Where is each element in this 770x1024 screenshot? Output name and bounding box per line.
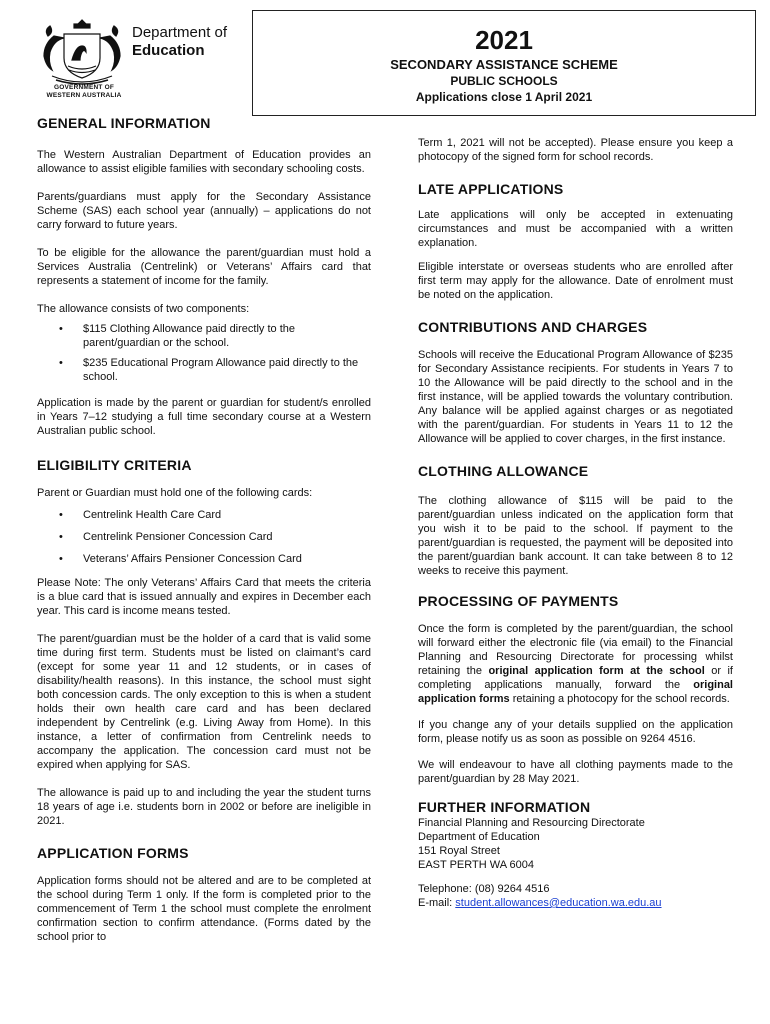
address-line: Department of Education [418, 831, 540, 843]
email-label: E-mail: [418, 897, 456, 909]
application-forms-heading: APPLICATION FORMS [37, 845, 189, 861]
late-paragraph-2: Eligible interstate or overseas students who are enrolled after first term may apply for the allowance. Date of enrolment must be noted on the application. [418, 261, 733, 301]
processing-text-e: retaining a photocopy for the school records. [509, 693, 730, 705]
scheme-title: SECONDARY ASSISTANCE SCHEME [390, 57, 618, 72]
left-column [37, 114, 371, 944]
list-item: • Centrelink Pensioner Concession Card [37, 530, 371, 544]
government-label-line1: GOVERNMENT OF [53, 84, 115, 91]
title-box [252, 10, 756, 116]
list-item: • Centrelink Health Care Card [37, 508, 371, 522]
general-paragraph-4: The allowance consists of two components: [37, 303, 250, 315]
email-row [418, 896, 733, 910]
address-line: 151 Royal Street [418, 845, 500, 857]
processing-bold-b: original application form at the school [488, 665, 705, 677]
scheme-subtitle: PUBLIC SCHOOLS [450, 74, 558, 88]
processing-paragraph-3: We will endeavour to have all clothing payments made to the parent/guardian by 28 May 2021. [418, 759, 733, 785]
right-column [418, 136, 733, 910]
processing-bold-d: original application forms [418, 679, 733, 705]
processing-paragraph-1 [418, 622, 733, 706]
general-paragraph-1: The Western Australian Department of Education provides an allowance to assist eligible families with secondary schooling costs. [37, 149, 371, 175]
clothing-paragraph: The clothing allowance of $115 will be paid to the parent/guardian unless indicated on the application form that you wish it to be paid to the school. If payment to the parent/guardian is requested, the payment will be deposited into the parent/guardian bank account. It can take between 8 to 12 weeks to receive this payment. [418, 495, 733, 577]
general-paragraph-3: To be eligible for the allowance the parent/guardian must hold a Services Australia (Centrelink) or Veterans’ Affairs card that represents a statement of income for the family. [37, 247, 371, 287]
general-information-heading: GENERAL INFORMATION [37, 115, 211, 131]
contributions-heading: CONTRIBUTIONS AND CHARGES [418, 319, 648, 335]
list-item: • $235 Educational Program Allowance paid directly to the school. [37, 356, 371, 384]
late-applications-heading: LATE APPLICATIONS [418, 181, 564, 197]
forms-paragraph-1: Application forms should not be altered and are to be completed at the school during Term 1 only. If the form is completed prior to the commencement of Term 1 the school must complete the enrolment confirmation section to confirm attendance. (Forms dated by the school prior to [37, 875, 371, 943]
government-label-line2: WESTERN AUSTRALIA [46, 92, 122, 99]
list-item: • Veterans’ Affairs Pensioner Concession Card [37, 552, 371, 566]
list-item: • $115 Clothing Allowance paid directly to the parent/guardian or the school. [37, 322, 371, 350]
department-logo [36, 14, 246, 104]
general-paragraph-5: Application is made by the parent or guardian for student/s enrolled in Years 7–12 studying a full time secondary course at a Western Australian public school. [37, 397, 371, 437]
address-line: EAST PERTH WA 6004 [418, 859, 534, 871]
eligibility-paragraph-2: The parent/guardian must be the holder of a card that is valid some time during first term. Students must be listed on claimant’s card (except for some year 11 and 12 students, or in cases of disability/health reasons). In this instance, the school must sight both concession cards. The only exception to this is when a student holds their own health care card and has been declared independent by Centrelink (e.g. Living Away from Home). In this instance, a letter of confirmation from Centrelink needs to accompany the application. The concession card must not be expired when applying for SAS. [37, 633, 371, 771]
late-paragraph-1: Late applications will only be accepted in extenuating circumstances and must be accompanied with a written explanation. [418, 209, 733, 249]
department-name [132, 24, 227, 60]
eligibility-paragraph-1: Parent or Guardian must hold one of the following cards: [37, 487, 313, 499]
eligibility-paragraph-3: The allowance is paid up to and including the year the student turns 18 years of age i.e. students born in 2002 or before are ineligible in 2021. [37, 787, 371, 827]
year-heading: 2021 [475, 25, 533, 55]
clothing-allowance-heading: CLOTHING ALLOWANCE [418, 463, 589, 479]
department-name-line1: Department of [132, 24, 228, 41]
note-bold-text: The only Veterans’ Affairs Card that meets [104, 577, 315, 589]
closing-date: Applications close 1 April 2021 [415, 90, 593, 104]
allowance-components-list [37, 322, 371, 384]
wa-government-crest-icon [36, 14, 128, 88]
processing-text-c: or if completing applications manually, forward the [418, 665, 733, 691]
eligible-cards-list [37, 508, 371, 566]
address-line: Financial Planning and Resourcing Directorate [418, 817, 645, 829]
telephone: Telephone: (08) 9264 4516 [418, 883, 550, 895]
general-paragraph-2: Parents/guardians must apply for the Secondary Assistance Scheme (SAS) each school year (annually) – applications do not carry forward to future years. [37, 191, 371, 231]
processing-text-a: Once the form is completed by the parent/guardian, the school will forward either the electronic file (via email) to the Financial Planning and Resourcing Directorate for processing whilst retaining the [418, 623, 733, 677]
eligibility-criteria-heading: ELIGIBILITY CRITERIA [37, 457, 192, 473]
processing-paragraph-2: If you change any of your details supplied on the application form, please notify us as soon as possible on 9264 4516. [418, 719, 733, 745]
email-link[interactable]: student.allowances@education.wa.edu.au [455, 897, 662, 909]
further-information-heading: FURTHER INFORMATION [418, 799, 591, 815]
note-text: the criteria is a blue card that is issued annually and expires in December each year. This card is income means tested. [37, 577, 371, 617]
contact-address [418, 816, 733, 872]
note-prefix: Please Note: [37, 577, 105, 589]
eligibility-note [37, 576, 371, 618]
department-name-line2: Education [132, 42, 205, 59]
processing-payments-heading: PROCESSING OF PAYMENTS [418, 593, 619, 609]
government-label [36, 84, 132, 100]
forms-paragraph-continued: Term 1, 2021 will not be accepted). Please ensure you keep a photocopy of the signed form for school records. [418, 137, 733, 163]
contributions-paragraph: Schools will receive the Educational Program Allowance of $235 for Secondary Assistance recipients. For students in Years 7 to 10 the Allowance will be paid directly to the school and in the first instance, will be applied towards the voluntary contribution. Any balance will be applied against charges or as negotiated with the parent/guardian. For students in Years 11 to 12 the Allowance will be applied to cover charges, in the first instance. [418, 349, 733, 445]
